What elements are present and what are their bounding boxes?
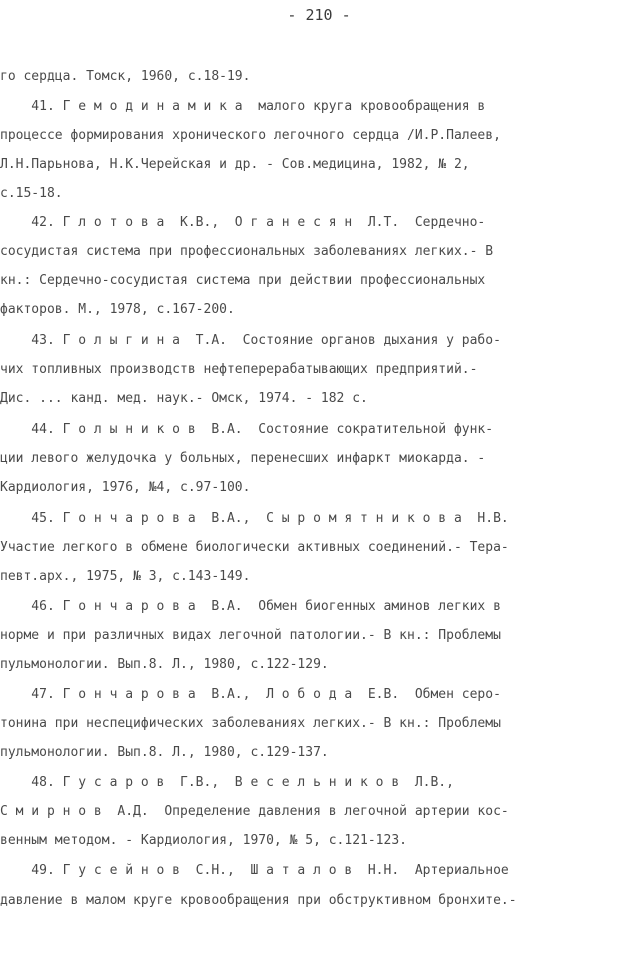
text-line: 45. Г о н ч а р о в а В.А., С ы р о м я т н и к о в а Н.В.: [0, 511, 509, 526]
text-line: ции левого желудочка у больных, перенесших инфаркт миокарда. -: [0, 451, 486, 466]
text-line: чих топливных производств нефтеперерабатывающих предприятий.-: [0, 362, 478, 377]
text-line: сосудистая система при профессиональных заболеваниях легких.- В: [0, 244, 494, 259]
page-number: - 210 -: [287, 6, 351, 24]
text-line: процессе формирования хронического легочного сердца /И.Р.Палеев,: [0, 128, 501, 143]
text-line: певт.арх., 1975, № 3, с.143-149.: [0, 569, 251, 584]
text-line: го сердца. Томск, 1960, с.18-19.: [0, 69, 251, 84]
text-line: венным методом. - Кардиология, 1970, № 5, с.121-123.: [0, 833, 407, 848]
text-line: 49. Г у с е й н о в С.Н., Ш а т а л о в Н.Н. Артериальное: [0, 863, 509, 878]
text-line: Участие легкого в обмене биологически активных соединений.- Тера-: [0, 540, 509, 555]
text-line: давление в малом круге кровообращения при обструктивном бронхите.-: [0, 893, 517, 908]
text-line: 41. Г е м о д и н а м и к а малого круга кровообращения в: [0, 99, 486, 114]
text-line: 44. Г о л ы н и к о в В.А. Состояние сократительной функ-: [0, 422, 494, 437]
text-line: кн.: Сердечно-сосудистая система при действии профессиональных: [0, 273, 486, 288]
text-line: 43. Г о л ы г и н а Т.А. Состояние органов дыхания у рабо-: [0, 333, 501, 348]
text-line: 48. Г у с а р о в Г.В., В е с е л ь н и к о в Л.В.,: [0, 775, 454, 790]
text-line: Дис. ... канд. мед. наук.- Омск, 1974. - 182 с.: [0, 391, 368, 406]
text-line: норме и при различных видах легочной патологии.- В кн.: Проблемы: [0, 628, 501, 643]
text-line: 42. Г л о т о в а К.В., О г а н е с я н Л.Т. Сердечно-: [0, 215, 486, 230]
text-line: С м и р н о в А.Д. Определение давления в легочной артерии кос-: [0, 804, 509, 819]
text-line: Кардиология, 1976, №4, с.97-100.: [0, 480, 251, 495]
text-line: тонина при неспецифических заболеваниях легких.- В кн.: Проблемы: [0, 716, 501, 731]
text-line: Л.Н.Парьнова, Н.К.Черейская и др. - Сов.медицина, 1982, № 2,: [0, 157, 470, 172]
text-line: пульмонологии. Вып.8. Л., 1980, с.129-137.: [0, 745, 329, 760]
text-line: пульмонологии. Вып.8. Л., 1980, с.122-129.: [0, 657, 329, 672]
text-line: с.15-18.: [0, 186, 63, 201]
text-line: факторов. М., 1978, с.167-200.: [0, 302, 235, 317]
text-line: 46. Г о н ч а р о в а В.А. Обмен биогенных аминов легких в: [0, 599, 501, 614]
text-line: 47. Г о н ч а р о в а В.А., Л о б о д а Е.В. Обмен серо-: [0, 687, 501, 702]
